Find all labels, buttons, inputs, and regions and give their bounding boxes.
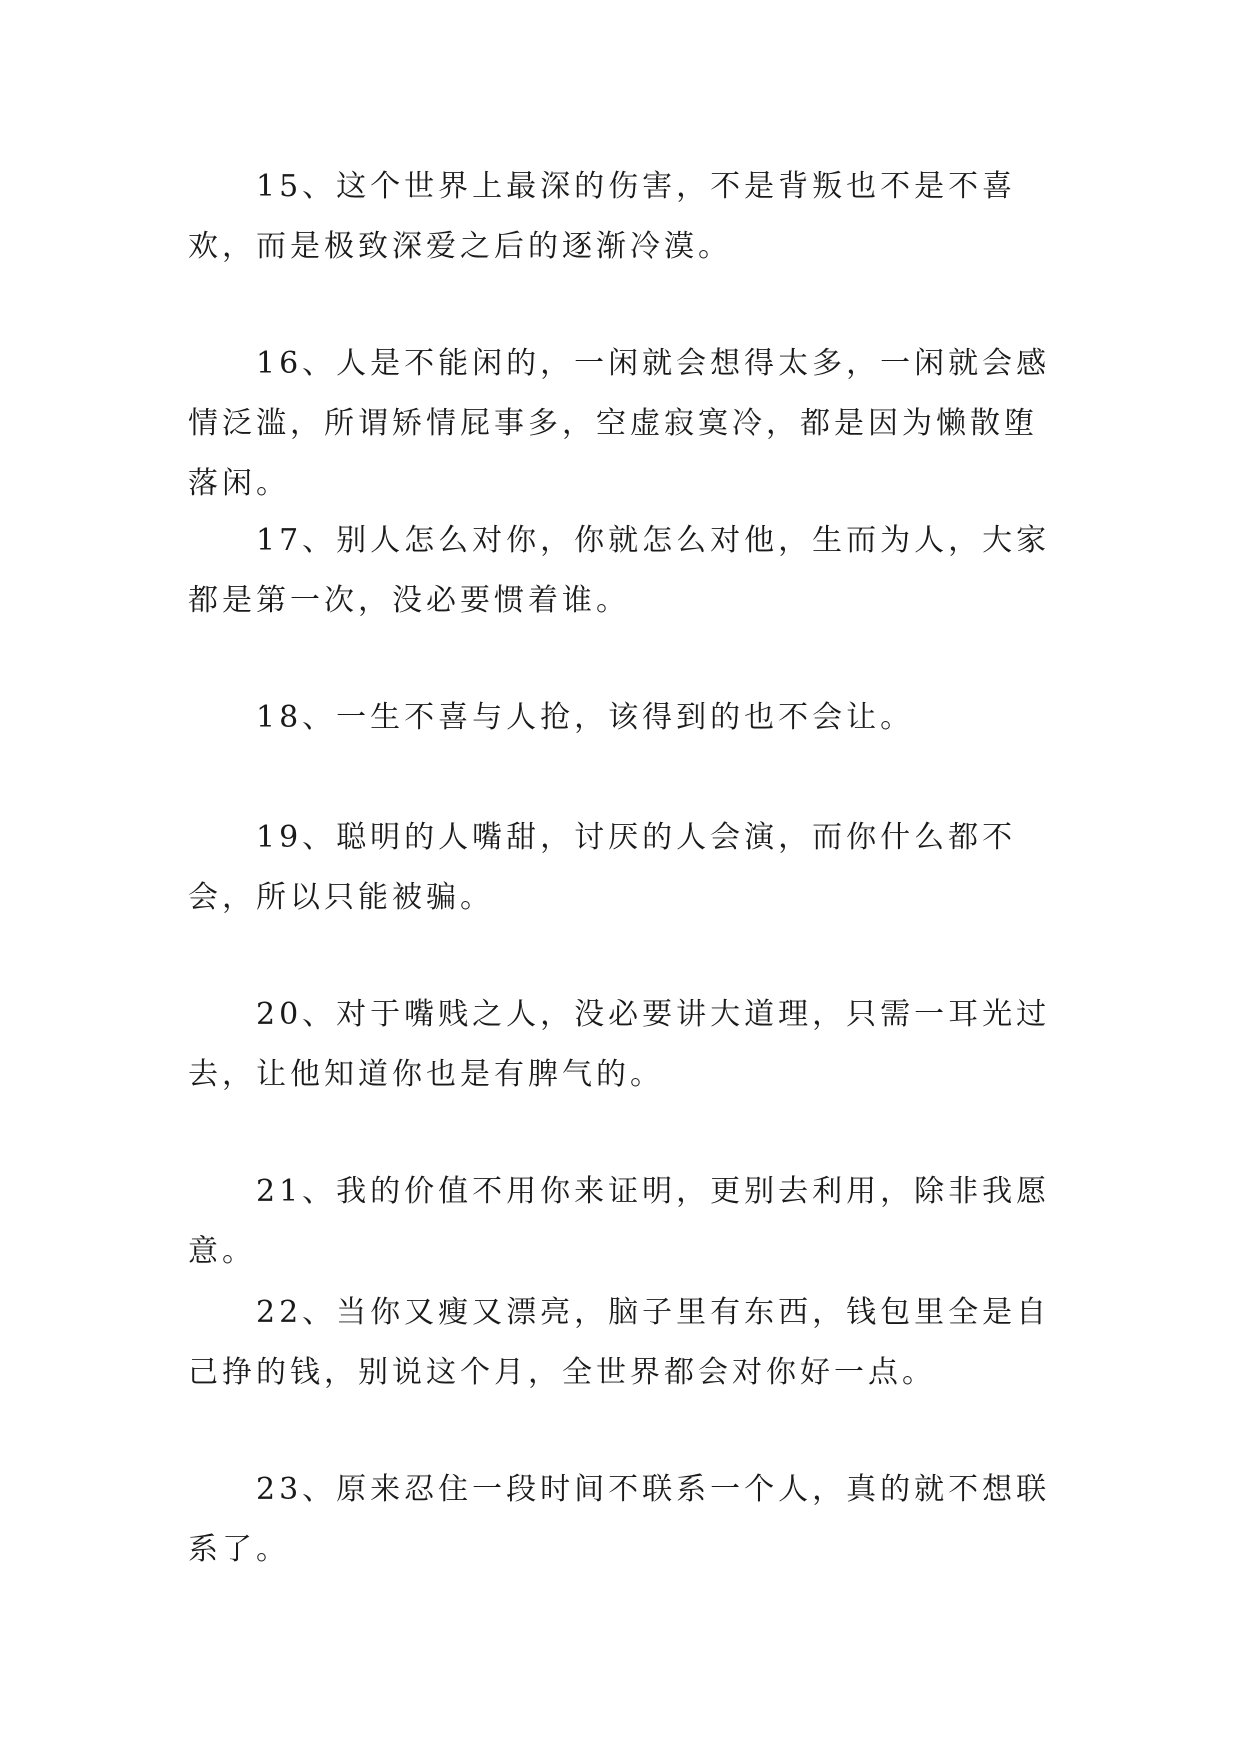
paragraph-23: 23、原来忍住一段时间不联系一个人，真的就不想联系了。 [188,1472,1051,1567]
paragraph-18: 18、一生不喜与人抢，该得到的也不会让。 [256,700,915,735]
paragraph-22: 22、当你又瘦又漂亮，脑子里有东西，钱包里全是自己挣的钱，别说这个月，全世界都会对你好一点。 [188,1295,1051,1390]
paragraph-21: 21、我的价值不用你来证明，更别去利用，除非我愿意。 [188,1174,1051,1269]
paragraph-15: 15、这个世界上最深的伤害，不是背叛也不是不喜欢，而是极致深爱之后的逐渐冷漠。 [188,169,1017,264]
paragraph-20: 20、对于嘴贱之人，没必要讲大道理，只需一耳光过去，让他知道你也是有脾气的。 [188,997,1051,1092]
paragraph-16: 16、人是不能闲的，一闲就会想得太多，一闲就会感情泛滥，所谓矫情屁事多，空虚寂寞冷，都是因为懒散堕落闲。 [188,346,1051,501]
paragraph-19: 19、聪明的人嘴甜，讨厌的人会演，而你什么都不会，所以只能被骗。 [188,820,1017,915]
paragraph-17: 17、别人怎么对你，你就怎么对他，生而为人，大家都是第一次，没必要惯着谁。 [188,523,1051,618]
